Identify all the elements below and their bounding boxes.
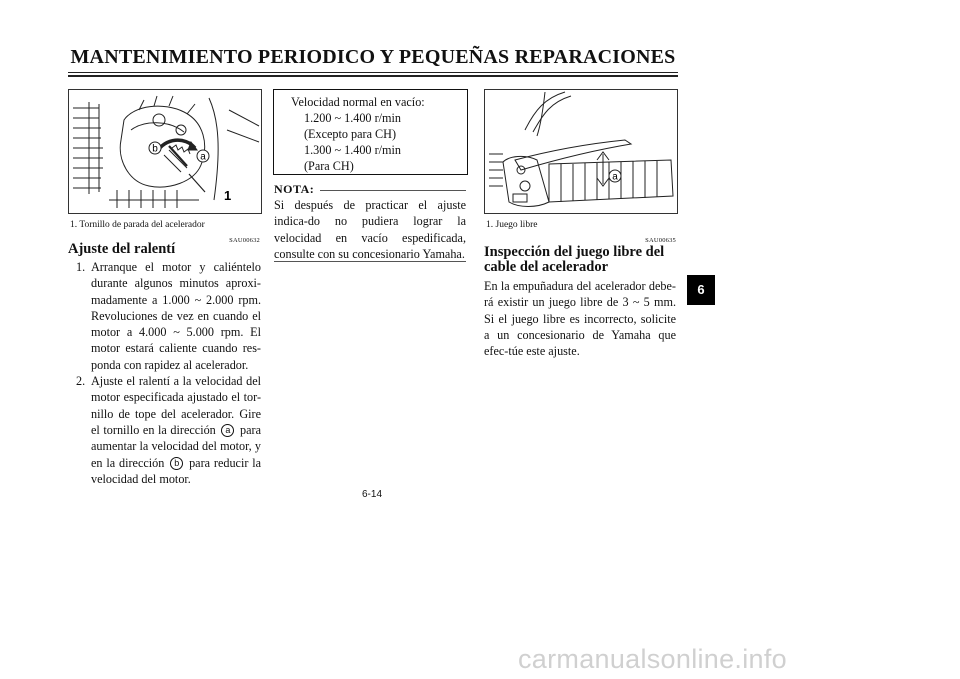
figure-right-caption: 1. Juego libre bbox=[486, 220, 538, 230]
section-heading: Ajuste del ralentí bbox=[68, 241, 176, 257]
watermark: carmanualsonline.info bbox=[518, 644, 787, 674]
step-text: Ajuste el ralentí a la velocidad del motor especificada ajustado el tor-nillo de tope del acelerador. Gire el tornillo en la dirección bbox=[91, 374, 261, 437]
spec-line: (Excepto para CH) bbox=[304, 127, 397, 141]
step-text: para reducir la velocidad del motor. bbox=[91, 455, 262, 486]
note-text: Si después de practicar el ajuste indica-do no pudiera lograr la velocidad en vacío espedificada, consulte con su concesionario Yamaha. bbox=[274, 198, 466, 261]
title-rule-thin bbox=[68, 72, 678, 73]
throttle-stop-screw-figure bbox=[68, 89, 262, 214]
heading-line: cable del acelerador bbox=[484, 259, 609, 275]
note-rule bbox=[320, 190, 466, 191]
note-label: NOTA: bbox=[274, 182, 315, 196]
cable-freeplay-text: En la empuñadura del acelerador debe-rá existir un juego libre de 3 ~ 5 mm. Si el juego libre es incorrecto, solicite a un concesionario de Yamaha que efec-túe este ajuste. bbox=[484, 279, 676, 359]
step-1 bbox=[71, 259, 261, 373]
spec-line: 1.300 ~ 1.400 r/min bbox=[304, 143, 401, 157]
chapter-tab: 6 bbox=[687, 275, 715, 305]
section-code: SAU00632 bbox=[229, 237, 260, 244]
handlebar-illustration bbox=[485, 90, 677, 213]
step-number: 2. bbox=[76, 374, 86, 389]
spec-line: Velocidad normal en vacío: bbox=[291, 95, 425, 109]
marker-b: b bbox=[170, 457, 183, 470]
step-text: para aumentar la velocidad del motor, y en la dirección bbox=[91, 422, 262, 470]
spec-line: 1.200 ~ 1.400 r/min bbox=[304, 111, 401, 125]
step-2 bbox=[71, 373, 261, 487]
callout-b: b bbox=[152, 143, 158, 155]
step-text: Arranque el motor y caliéntelo durante algunos minutos aproxi-madamente a 1.000 ~ 2.000 rpm. Revoluciones de vez en cuando el motor a 4.000 ~ 5.000 rpm. El motor estará caliente cuando res-ponda con rapidez al acelerador. bbox=[91, 260, 261, 372]
page-number: 6-14 bbox=[361, 489, 382, 500]
engine-illustration bbox=[69, 90, 261, 213]
idle-speed-spec-box bbox=[273, 89, 468, 175]
heading-line: Inspección del juego libre del bbox=[484, 244, 665, 260]
marker-a: a bbox=[221, 424, 234, 437]
note-end-rule bbox=[274, 261, 466, 262]
callout-a: a bbox=[612, 171, 618, 183]
step-number: 1. bbox=[76, 260, 86, 274]
spec-line: (Para CH) bbox=[304, 159, 354, 173]
throttle-grip-figure bbox=[484, 89, 678, 214]
figure-left-caption: 1. Tornillo de parada del acelerador bbox=[70, 220, 205, 230]
section-heading bbox=[484, 245, 664, 275]
callout-1: 1 bbox=[224, 188, 232, 203]
page-title: MANTENIMIENTO PERIODICO Y PEQUEÑAS REPARACIONES bbox=[70, 46, 676, 68]
idle-adjust-steps bbox=[71, 259, 261, 487]
title-rule-thick bbox=[68, 75, 678, 77]
section-code: SAU00635 bbox=[645, 237, 676, 244]
callout-a: a bbox=[200, 151, 206, 163]
